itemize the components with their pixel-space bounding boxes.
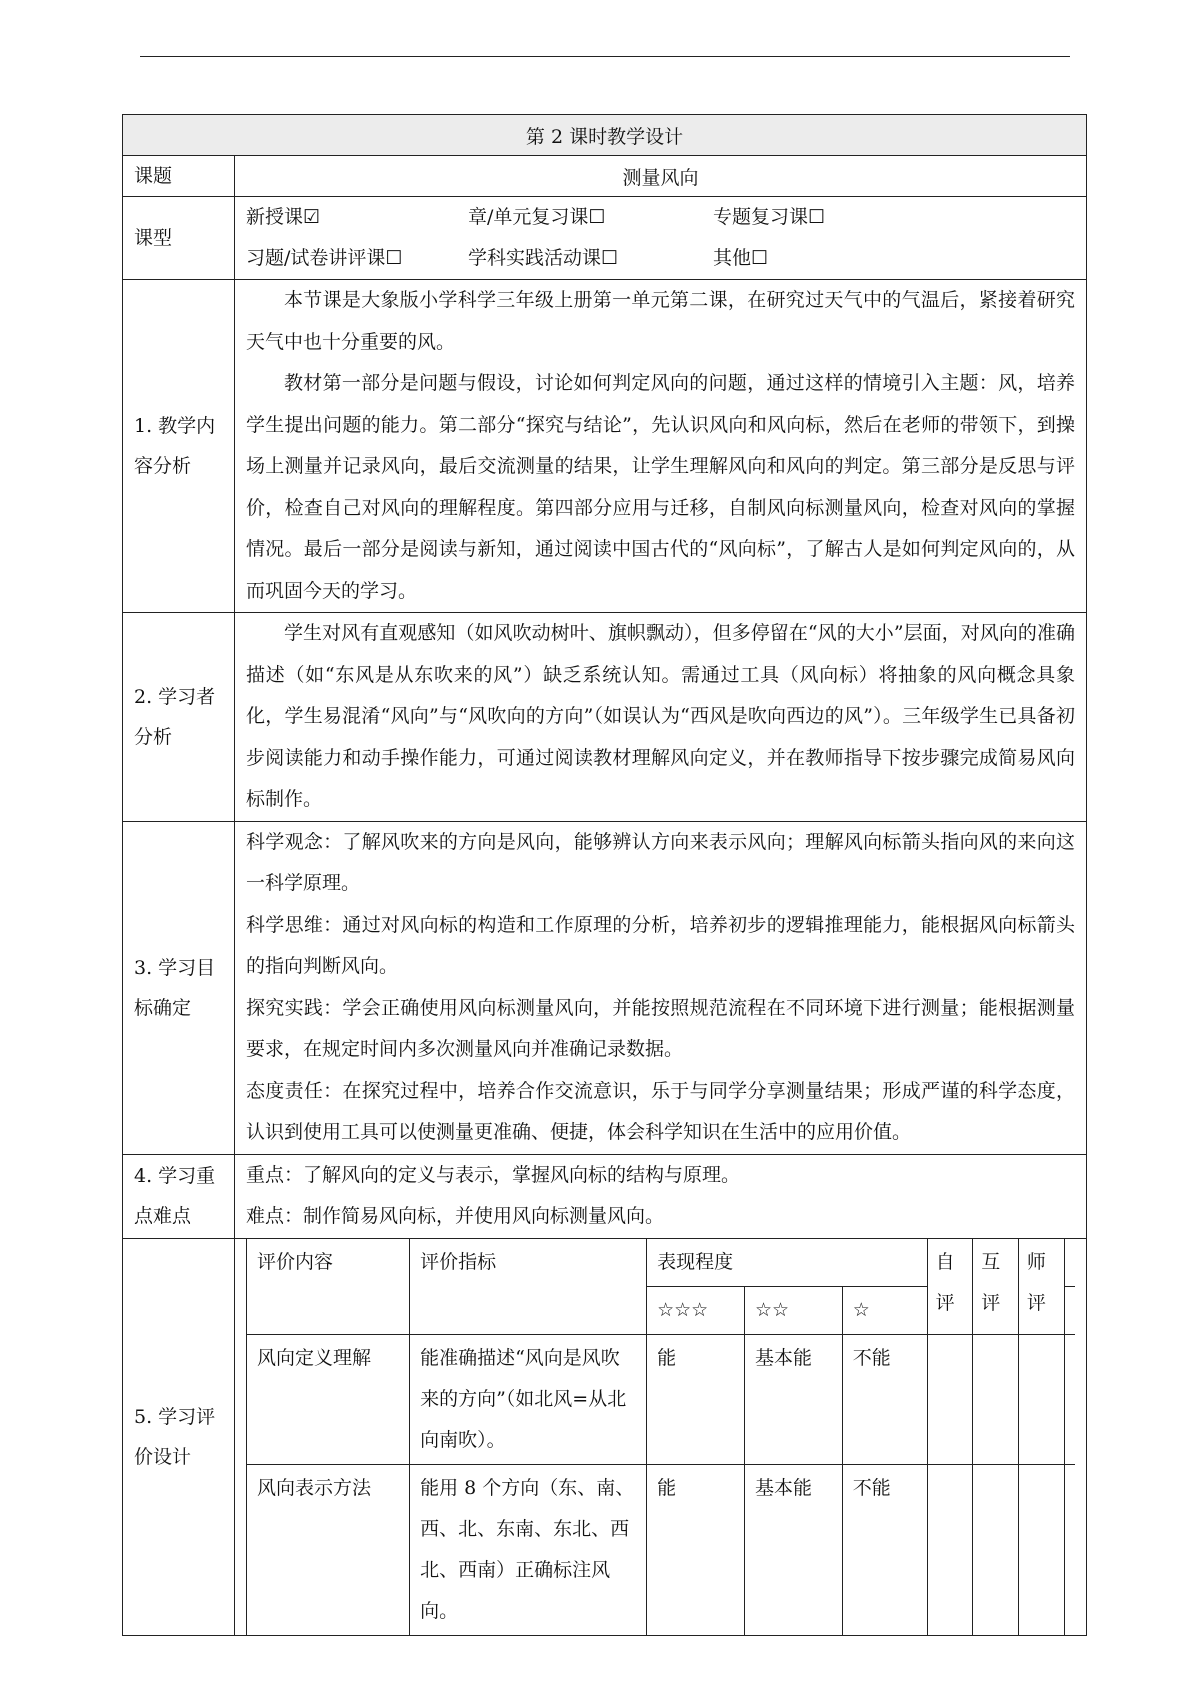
eval-teacher-cell xyxy=(1018,1334,1064,1464)
eval-self-cell xyxy=(927,1464,973,1635)
option-other: 其他☐ xyxy=(713,247,769,269)
eval-peer-cell xyxy=(973,1334,1019,1464)
evaluation-label: 5. 学习评价设计 xyxy=(123,1238,235,1635)
key-points-label: 4. 学习重点难点 xyxy=(123,1154,235,1238)
eval-spare-cell xyxy=(1064,1334,1075,1464)
eval-spare-cell xyxy=(1064,1286,1075,1334)
eval-spare-cell xyxy=(1064,1239,1075,1287)
option-exercise-review: 习题/试卷讲评课☐ xyxy=(246,247,403,269)
eval-level-2-value: 基本能 xyxy=(744,1334,842,1464)
eval-spare-cell xyxy=(1064,1464,1075,1635)
content-analysis-label: 1. 教学内容分析 xyxy=(123,280,235,613)
eval-row-definition xyxy=(247,1334,1076,1464)
eval-level-3-value: 能 xyxy=(647,1334,745,1464)
eval-header-peer: 互评 xyxy=(981,1250,1001,1314)
table-title: 第 2 课时教学设计 xyxy=(123,115,1087,156)
objectives-label: 3. 学习目标确定 xyxy=(123,821,235,1154)
header-rule xyxy=(140,56,1070,57)
evaluation-row xyxy=(123,1238,1087,1635)
eval-row-notation xyxy=(247,1464,1076,1635)
option-new-lesson: 新授课☑ xyxy=(246,206,321,228)
option-practice-activity: 学科实践活动课☐ xyxy=(468,247,619,269)
objective-concept: 科学观念：了解风吹来的方向是风向，能够辨认方向来表示风向；理解风向标箭头指向风的来向这一科学原理。 xyxy=(246,830,1076,894)
eval-level-1: ☆ xyxy=(842,1286,927,1334)
eval-level-3-value: 能 xyxy=(647,1464,745,1635)
eval-header-self: 自评 xyxy=(935,1250,955,1314)
evaluation-table xyxy=(246,1239,1075,1635)
eval-level-1-value: 不能 xyxy=(842,1334,927,1464)
key-point: 重点：了解风向的定义与表示，掌握风向标的结构与原理。 xyxy=(246,1163,741,1186)
lesson-design-table xyxy=(122,114,1087,1636)
eval-level-1-value: 不能 xyxy=(842,1464,927,1635)
eval-indicator: 能用 8 个方向（东、南、西、北、东南、东北、西北、西南）正确标注风向。 xyxy=(410,1464,647,1635)
eval-self-cell xyxy=(927,1334,973,1464)
objectives-row xyxy=(123,821,1087,1154)
eval-level-2: ☆☆ xyxy=(744,1286,842,1334)
eval-content: 风向表示方法 xyxy=(247,1464,410,1635)
title-row xyxy=(123,115,1087,156)
eval-header-row xyxy=(247,1239,1076,1287)
eval-level-2-value: 基本能 xyxy=(744,1464,842,1635)
eval-header-level: 表现程度 xyxy=(647,1239,928,1287)
topic-label: 课题 xyxy=(123,156,235,197)
key-points-row xyxy=(123,1154,1087,1238)
topic-row xyxy=(123,156,1087,197)
content-analysis-row xyxy=(123,280,1087,613)
topic-value: 测量风向 xyxy=(235,156,1087,197)
lesson-type-label: 课型 xyxy=(123,197,235,280)
eval-header-indicator: 评价指标 xyxy=(410,1239,647,1335)
eval-header-teacher: 师评 xyxy=(1026,1250,1046,1314)
content-analysis-paragraph: 本节课是大象版小学科学三年级上册第一单元第二课，在研究过天气中的气温后，紧接着研究天气中也十分重要的风。 xyxy=(246,289,1076,353)
content-analysis-paragraph: 教材第一部分是问题与假设，讨论如何判定风向的问题，通过这样的情境引入主题：风，培养学生提出问题的能力。第二部分“探究与结论”，先认识风向和风向标，然后在老师的带领下，到操场上测量并记录风向，最后交流测量的结果，让学生理解风向和风向的判定。第三部分是反思与评价，检查自己对风向的理解程度。第四部分应用与迁移，自制风向标测量风向，检查对风向的掌握情况。最后一部分是阅读与新知，通过阅读中国古代的“风向标”，了解古人是如何判定风向的，从而巩固今天的学习。 xyxy=(246,372,1076,602)
option-unit-review: 章/单元复习课☐ xyxy=(468,206,606,228)
objective-practice: 探究实践：学会正确使用风向标测量风向，并能按照规范流程在不同环境下进行测量；能根据测量要求，在规定时间内多次测量风向并准确记录数据。 xyxy=(246,996,1076,1060)
learner-analysis-row xyxy=(123,613,1087,822)
objective-thinking: 科学思维：通过对风向标的构造和工作原理的分析，培养初步的逻辑推理能力，能根据风向标箭头的指向判断风向。 xyxy=(246,913,1076,977)
lesson-type-options xyxy=(246,197,1075,279)
eval-header-content: 评价内容 xyxy=(247,1239,410,1335)
learner-analysis-label: 2. 学习者分析 xyxy=(123,613,235,822)
eval-indicator: 能准确描述“风向是风吹来的方向”（如北风=从北向南吹）。 xyxy=(410,1334,647,1464)
eval-level-3: ☆☆☆ xyxy=(647,1286,745,1334)
difficult-point: 难点：制作简易风向标，并使用风向标测量风向。 xyxy=(246,1205,665,1227)
option-topic-review: 专题复习课☐ xyxy=(713,206,826,228)
objective-attitude: 态度责任：在探究过程中，培养合作交流意识，乐于与同学分享测量结果；形成严谨的科学态度，认识到使用工具可以使测量更准确、便捷，体会科学知识在生活中的应用价值。 xyxy=(246,1079,1076,1143)
eval-content: 风向定义理解 xyxy=(247,1334,410,1464)
learner-analysis-paragraph: 学生对风有直观感知（如风吹动树叶、旗帜飘动），但多停留在“风的大小”层面，对风向的准确描述（如“东风是从东吹来的风”）缺乏系统认知。需通过工具（风向标）将抽象的风向概念具象化，学生易混淆“风向”与“风吹向的方向”（如误认为“西风是吹向西边的风”）。三年级学生已具备初步阅读能力和动手操作能力，可通过阅读教材理解风向定义，并在教师指导下按步骤完成简易风向标制作。 xyxy=(246,622,1076,810)
eval-teacher-cell xyxy=(1018,1464,1064,1635)
eval-peer-cell xyxy=(973,1464,1019,1635)
lesson-type-row xyxy=(123,197,1087,280)
